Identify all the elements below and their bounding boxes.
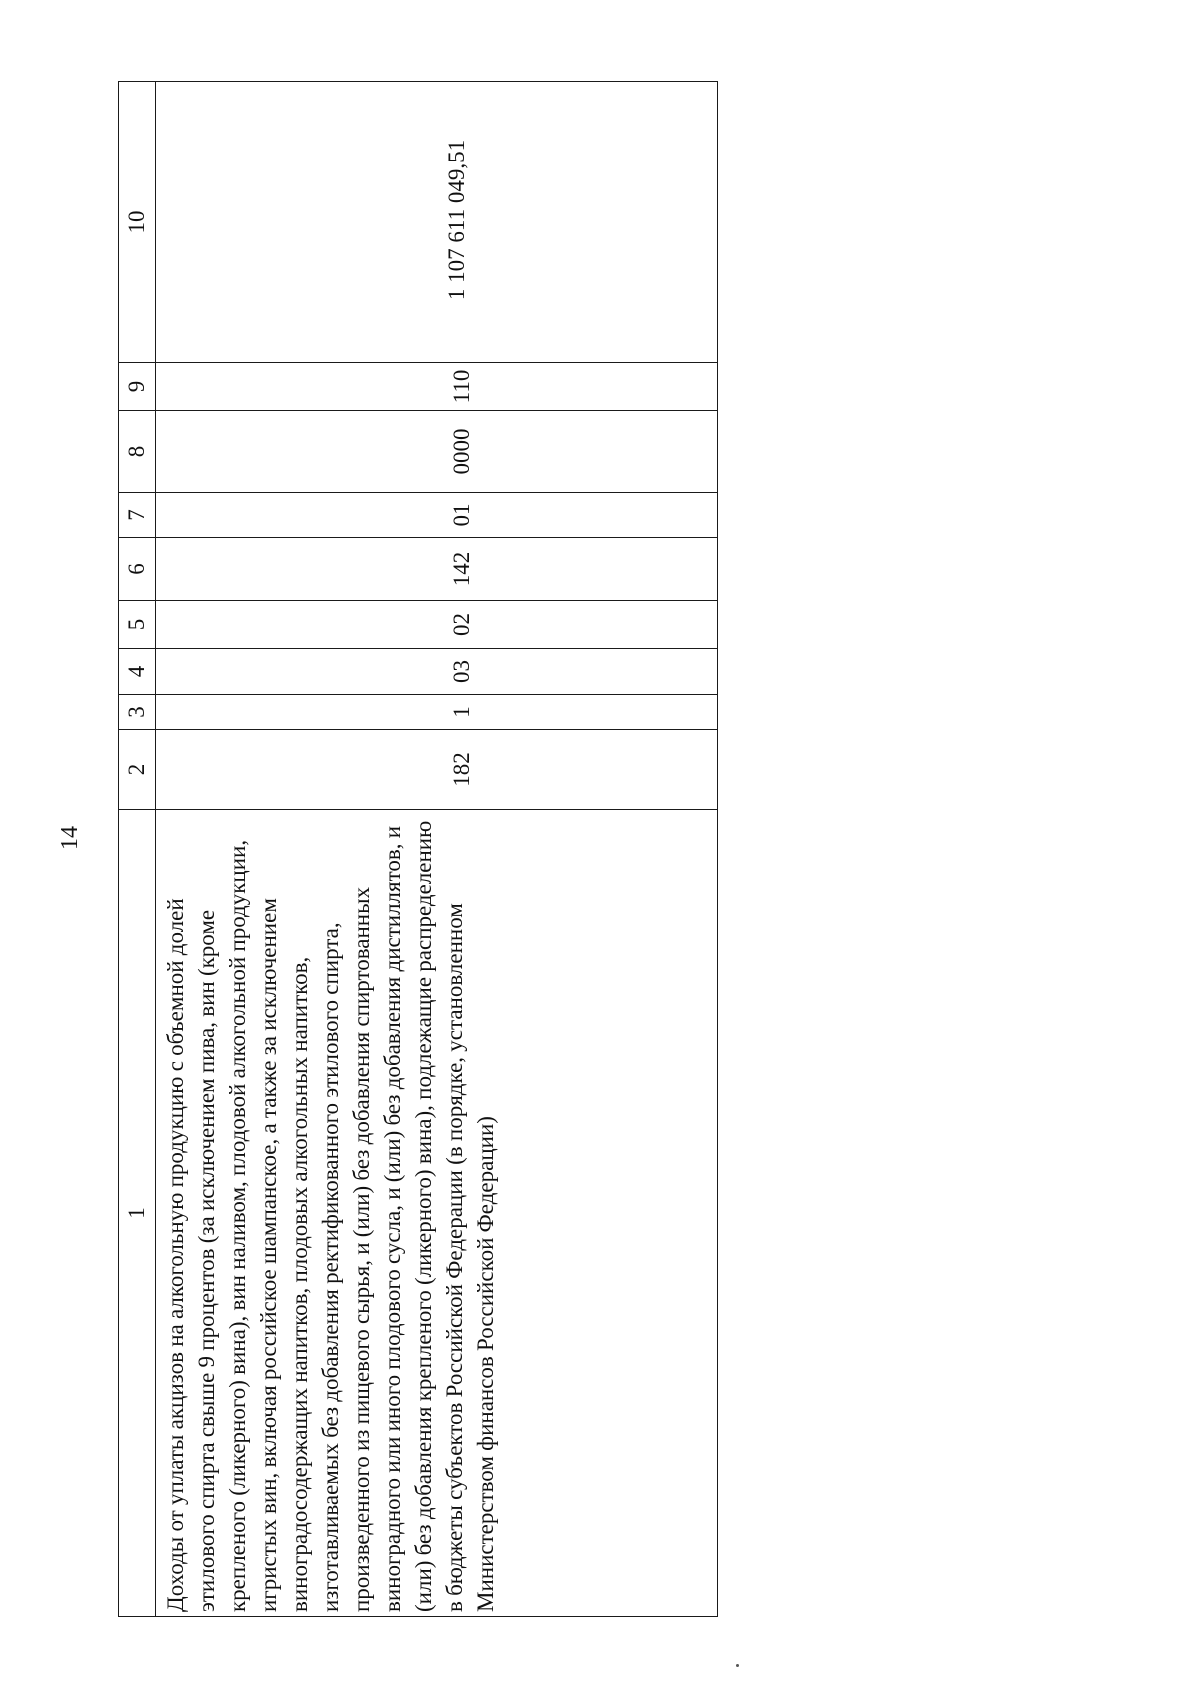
header-col-5: 5: [119, 601, 156, 649]
header-col-3: 3: [119, 695, 156, 730]
header-col-1: 1: [119, 810, 156, 1617]
scan-speck: [736, 1664, 739, 1667]
code-article: 02: [156, 601, 718, 649]
rotated-table: [118, 82, 718, 1617]
header-col-9: 9: [119, 363, 156, 411]
code-group: 1: [156, 695, 718, 730]
code-administrator: 182: [156, 730, 718, 810]
revenue-description: Доходы от уплаты акцизов на алкогольную продукцию с объемной долей этилового спирта свыше 9 процентов (за исключением пива, вин (кроме крепленого (ликерного) вина), вин наливом, плодовой алкогольной продукции, игристых вин, включая российское шампанское, а также за исключением виноградосодержащих напитков, плодовых алкогольных напитков, изготавливаемых без добавления ректификованного этилового спирта, произведенного из пищевого сырья, и (или) без добавления спиртованных виноградного или иного плодового сусла, и (или) без добавления дистиллятов, и (или) без добавления крепленого (ликерного) вина), подлежащие распределению в бюджеты субъектов Российской Федерации (в порядке, установленном Министерством финансов Российской Федерации): [156, 810, 718, 1617]
amount-value: 1 107 611 049,51: [156, 82, 718, 363]
header-col-7: 7: [119, 493, 156, 538]
table-row: [156, 82, 718, 1617]
header-col-2: 2: [119, 730, 156, 810]
code-subgroup: 03: [156, 649, 718, 695]
code-element: 01: [156, 493, 718, 538]
header-col-4: 4: [119, 649, 156, 695]
budget-table-container: [118, 82, 718, 1617]
budget-revenue-table: [118, 81, 718, 1617]
code-program: 0000: [156, 411, 718, 493]
header-row: [119, 82, 156, 1617]
code-economic: 110: [156, 363, 718, 411]
header-col-10: 10: [119, 82, 156, 363]
page-number: 14: [57, 826, 83, 850]
code-subarticle: 142: [156, 538, 718, 601]
header-col-6: 6: [119, 538, 156, 601]
header-col-8: 8: [119, 411, 156, 493]
